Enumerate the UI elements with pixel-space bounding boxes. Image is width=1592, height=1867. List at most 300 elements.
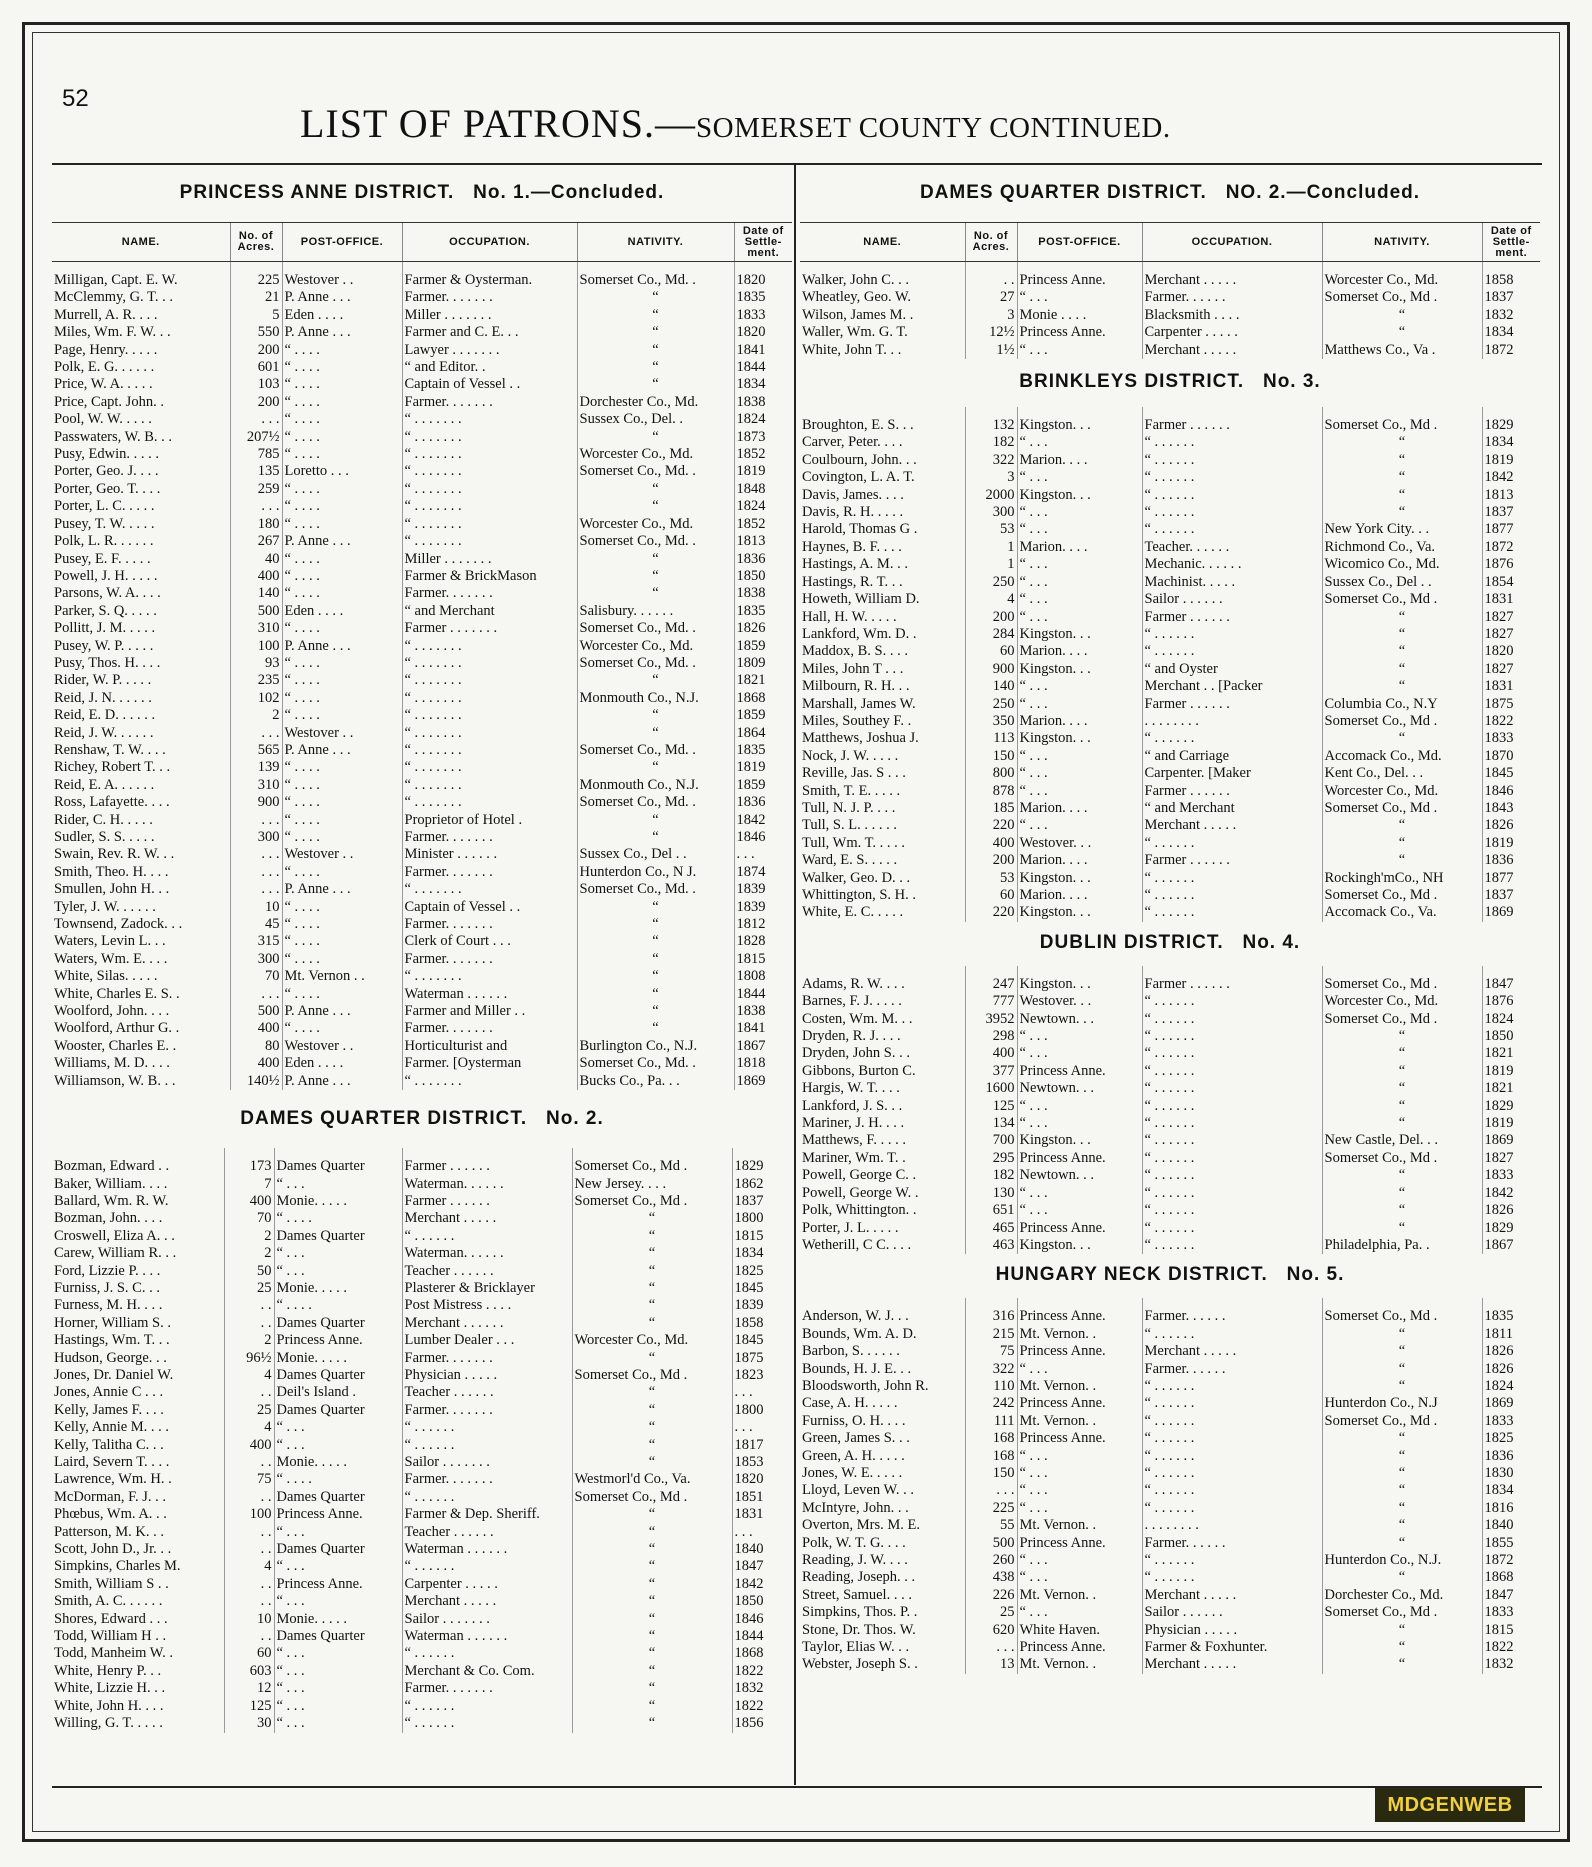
settlement-date: 1847 <box>1482 1587 1540 1604</box>
acres: 651 <box>965 1202 1017 1219</box>
settlement-date: 1815 <box>1482 1622 1540 1639</box>
acres: 70 <box>224 1210 274 1227</box>
settlement-date: . . . <box>732 1384 792 1401</box>
post-office: “ . . . . <box>282 429 402 446</box>
patron-name: Miles, John T . . . <box>802 660 904 677</box>
acres: 800 <box>965 765 1017 782</box>
settlement-date: 1855 <box>1482 1535 1540 1552</box>
acres: 250 <box>965 574 1017 591</box>
patron-name: Smullen, John H. . . <box>54 881 170 898</box>
nativity: Somerset Co., Md . <box>1322 1604 1482 1621</box>
occupation: “ . . . . . . <box>1142 1430 1322 1447</box>
post-office: “ . . . <box>1017 696 1142 713</box>
patron-name: Reid, J. W. . . . . . <box>54 724 154 741</box>
settlement-date: 1834 <box>734 376 792 393</box>
patron-name: Price, W. A. . . . . <box>54 376 153 393</box>
patron-name: Webster, Joseph S. . <box>802 1656 918 1673</box>
district-heading <box>800 371 1540 407</box>
patron-name: Jones, W. E. . . . . <box>802 1464 903 1481</box>
occupation: “ . . . . . . . <box>402 516 577 533</box>
nativity: “ <box>1322 1063 1482 1080</box>
nativity: Worcester Co., Md. <box>577 446 734 463</box>
occupation: “ . . . . . . . <box>402 777 577 794</box>
acres: . . <box>224 1384 274 1401</box>
patron-name: McClemmy, G. T. . . <box>54 289 173 306</box>
table-row <box>52 1541 792 1558</box>
nativity: “ <box>1322 1098 1482 1115</box>
occupation: “ . . . . . . <box>1142 1482 1322 1499</box>
nativity: Richmond Co., Va. <box>1322 539 1482 556</box>
acres: 53 <box>965 870 1017 887</box>
patron-name: Gibbons, Burton C. <box>802 1062 916 1079</box>
post-office: “ . . . <box>1017 1482 1142 1499</box>
acres: 247 <box>965 976 1017 993</box>
table-row <box>52 777 792 794</box>
patron-name: Reid, E. D. . . . . . <box>54 707 156 724</box>
table-row <box>800 783 1540 800</box>
table-row <box>52 1158 792 1175</box>
settlement-date: 1820 <box>734 272 792 289</box>
patron-name: Mariner, Wm. T. . <box>802 1149 906 1166</box>
patron-name: Simpkins, Thos. P. . <box>802 1604 918 1621</box>
table-row <box>52 1663 792 1680</box>
occupation: Merchant . . . . . <box>1142 1656 1322 1673</box>
post-office: “ . . . <box>1017 574 1142 591</box>
occupation: “ . . . . . . <box>1142 1413 1322 1430</box>
nativity: “ <box>572 1541 732 1558</box>
nativity: “ <box>572 1628 732 1645</box>
patron-name: Porter, L. C. . . . . <box>54 498 155 515</box>
post-office: “ . . . . <box>274 1297 402 1314</box>
table-row <box>52 1210 792 1227</box>
table-row <box>800 1517 1540 1534</box>
settlement-date: 1842 <box>734 812 792 829</box>
table-row <box>52 933 792 950</box>
column-header: OCCUPATION. <box>402 223 577 262</box>
table-row <box>52 794 792 811</box>
settlement-date: 1850 <box>734 568 792 585</box>
post-office: Princess Anne. <box>274 1332 402 1349</box>
table-row <box>52 551 792 568</box>
occupation: Captain of Vessel . . <box>402 376 577 393</box>
settlement-date: 1831 <box>732 1506 792 1523</box>
nativity: “ <box>572 1297 732 1314</box>
post-office: Mt. Vernon. . <box>1017 1413 1142 1430</box>
acres: 21 <box>230 289 282 306</box>
nativity: “ <box>1322 817 1482 834</box>
settlement-date: 1826 <box>734 620 792 637</box>
settlement-date: 1827 <box>1482 626 1540 643</box>
patron-name: Pusey, W. P. . . . . <box>54 637 154 654</box>
patron-name: Phœbus, Wm. A. . . <box>54 1506 167 1523</box>
occupation: Farmer & BrickMason <box>402 568 577 585</box>
column-header: NAME. <box>800 223 965 262</box>
occupation: “ . . . . . . <box>1142 469 1322 486</box>
post-office: Dames Quarter <box>274 1367 402 1384</box>
acres: 4 <box>224 1367 274 1384</box>
patron-name: Murrell, A. R. . . . <box>54 306 158 323</box>
table-row <box>52 585 792 602</box>
acres: 777 <box>965 993 1017 1010</box>
patron-name: White, John T. . . <box>802 341 902 358</box>
occupation: Farmer . . . . . . <box>402 1158 572 1175</box>
acres: 700 <box>965 1132 1017 1149</box>
table-row <box>800 643 1540 660</box>
post-office: “ . . . . <box>282 446 402 463</box>
settlement-date: 1858 <box>732 1315 792 1332</box>
patron-name: Todd, Manheim W. . <box>54 1645 174 1662</box>
post-office: “ . . . . <box>282 359 402 376</box>
settlement-date: 1869 <box>1482 1395 1540 1412</box>
nativity: “ <box>1322 1430 1482 1447</box>
table-row <box>52 342 792 359</box>
settlement-date: 1832 <box>1482 307 1540 324</box>
occupation: “ . . . . . . <box>1142 1395 1322 1412</box>
nativity: “ <box>577 986 734 1003</box>
settlement-date: 1827 <box>1482 661 1540 678</box>
acres: . . . <box>965 1639 1017 1656</box>
settlement-date: 1815 <box>734 951 792 968</box>
settlement-date: 1819 <box>1482 452 1540 469</box>
table-row <box>52 690 792 707</box>
post-office: Mt. Vernon. . <box>1017 1587 1142 1604</box>
settlement-date: 1833 <box>1482 1167 1540 1184</box>
acres: 150 <box>965 1465 1017 1482</box>
acres: 1½ <box>965 342 1017 359</box>
occupation: “ . . . . . . <box>1142 1063 1322 1080</box>
nativity: Monmouth Co., N.J. <box>577 777 734 794</box>
acres: 400 <box>224 1193 274 1210</box>
settlement-date: 1826 <box>1482 817 1540 834</box>
occupation: Farmer. . . . . . . <box>402 289 577 306</box>
post-office: Marion. . . . <box>1017 887 1142 904</box>
table-row <box>800 1500 1540 1517</box>
acres: . . <box>224 1315 274 1332</box>
patron-name: Broughton, E. S. . . <box>802 417 914 434</box>
spacer-row <box>800 966 1540 976</box>
occupation: Teacher . . . . . . <box>402 1384 572 1401</box>
post-office: “ . . . <box>1017 591 1142 608</box>
patron-name: Costen, Wm. M. . . <box>802 1010 913 1027</box>
patron-name: Covington, L. A. T. <box>802 469 915 486</box>
table-row <box>52 846 792 863</box>
occupation: Blacksmith . . . . <box>1142 307 1322 324</box>
acres: . . <box>224 1524 274 1541</box>
post-office: Monie. . . . . <box>274 1280 402 1297</box>
settlement-date: 1850 <box>1482 1028 1540 1045</box>
table-row <box>800 1413 1540 1430</box>
acres: 300 <box>965 504 1017 521</box>
table-row <box>52 1471 792 1488</box>
acres: 25 <box>224 1402 274 1419</box>
post-office: Princess Anne. <box>1017 1220 1142 1237</box>
table-row <box>800 307 1540 324</box>
nativity: Accomack Co., Md. <box>1322 748 1482 765</box>
patron-name: Hall, H. W. . . . . <box>802 608 897 625</box>
acres: . . . <box>230 498 282 515</box>
patron-name: Pusy, Edwin. . . . . <box>54 446 159 463</box>
table-row <box>52 1297 792 1314</box>
nativity: “ <box>577 376 734 393</box>
table-row <box>800 976 1540 993</box>
settlement-date: 1869 <box>1482 1132 1540 1149</box>
post-office: “ . . . . <box>282 777 402 794</box>
acres: 102 <box>230 690 282 707</box>
patron-name: Stone, Dr. Thos. W. <box>802 1621 916 1638</box>
table-row <box>800 1361 1540 1378</box>
occupation: Miller . . . . . . . <box>402 307 577 324</box>
occupation: Farmer. . . . . . <box>1142 1308 1322 1325</box>
table-row <box>800 574 1540 591</box>
occupation: “ . . . . . . . <box>402 481 577 498</box>
table-row <box>800 904 1540 921</box>
occupation: Farmer . . . . . . <box>402 1193 572 1210</box>
patron-name: Pool, W. W. . . . . <box>54 411 152 428</box>
table-row <box>800 1028 1540 1045</box>
nativity: “ <box>572 1280 732 1297</box>
nativity: “ <box>1322 643 1482 660</box>
nativity: Somerset Co., Md. . <box>577 881 734 898</box>
district-name: DAMES QUARTER DISTRICT. <box>919 182 1207 203</box>
patron-name: Smith, Theo. H. . . . <box>54 863 169 880</box>
occupation: Farmer. . . . . . . <box>402 585 577 602</box>
post-office: “ . . . . <box>282 376 402 393</box>
post-office: Kingston. . . <box>1017 487 1142 504</box>
settlement-date: 1837 <box>732 1193 792 1210</box>
table-row <box>52 812 792 829</box>
nativity: Somerset Co., Md . <box>572 1489 732 1506</box>
occupation: “ . . . . . . <box>402 1228 572 1245</box>
nativity: “ <box>572 1419 732 1436</box>
post-office: Dames Quarter <box>274 1158 402 1175</box>
nativity: Somerset Co., Md . <box>572 1158 732 1175</box>
table-row <box>52 1193 792 1210</box>
patron-name: Taylor, Elias W. . . <box>802 1639 910 1656</box>
nativity: “ <box>1322 434 1482 451</box>
acres: 225 <box>230 272 282 289</box>
patron-name: Parker, S. Q. . . . . <box>54 602 157 619</box>
post-office: Dames Quarter <box>274 1541 402 1558</box>
nativity: “ <box>572 1384 732 1401</box>
occupation: “ . . . . . . <box>1142 1132 1322 1149</box>
patron-name: Shores, Edward . . . <box>54 1610 168 1627</box>
table-row <box>52 324 792 341</box>
table-row <box>800 289 1540 306</box>
nativity: Worcester Co., Md. <box>577 638 734 655</box>
acres: 10 <box>230 899 282 916</box>
table-row <box>800 730 1540 747</box>
spacer-row <box>800 1298 1540 1308</box>
nativity: “ <box>572 1315 732 1332</box>
nativity: Bucks Co., Pa. . . <box>577 1073 734 1090</box>
table-row <box>800 1395 1540 1412</box>
acres: 70 <box>230 968 282 985</box>
nativity: “ <box>577 342 734 359</box>
occupation: Merchant . . . . . <box>1142 817 1322 834</box>
post-office: “ . . . <box>1017 289 1142 306</box>
table-row <box>52 707 792 724</box>
table-row <box>52 1384 792 1401</box>
patron-name: Parsons, W. A. . . . <box>54 585 161 602</box>
settlement-date: 1843 <box>1482 800 1540 817</box>
occupation: “ . . . . . . <box>1142 835 1322 852</box>
settlement-date: 1827 <box>1482 1150 1540 1167</box>
patron-name: Powell, George W. . <box>802 1184 919 1201</box>
post-office: Westover. . . <box>1017 993 1142 1010</box>
acres: 200 <box>965 852 1017 869</box>
patron-name: Davis, James. . . . <box>802 486 904 503</box>
table-row <box>800 1587 1540 1604</box>
title-rule <box>52 163 1542 165</box>
patron-name: Page, Henry. . . . . <box>54 341 158 358</box>
table-row <box>52 359 792 376</box>
district-name: PRINCESS ANNE DISTRICT. <box>179 182 455 203</box>
post-office: Princess Anne. <box>1017 272 1142 289</box>
patron-name: Williamson, W. B. . . <box>54 1072 176 1089</box>
settlement-date: 1837 <box>1482 504 1540 521</box>
nativity: Somerset Co., Md . <box>1322 800 1482 817</box>
acres: 180 <box>230 516 282 533</box>
post-office: “ . . . <box>1017 1098 1142 1115</box>
acres: 150 <box>965 748 1017 765</box>
patron-name: Reading, J. W. . . . <box>802 1552 908 1568</box>
settlement-date: 1850 <box>732 1593 792 1610</box>
post-office: P. Anne . . . <box>282 742 402 759</box>
patron-name: Baker, William. . . . <box>54 1175 168 1192</box>
table-row <box>52 272 792 289</box>
post-office: Monie. . . . . <box>274 1350 402 1367</box>
occupation: “ and Merchant <box>1142 800 1322 817</box>
acres: 12 <box>224 1680 274 1697</box>
settlement-date: 1844 <box>732 1628 792 1645</box>
nativity: “ <box>577 359 734 376</box>
table-row <box>52 603 792 620</box>
settlement-date: 1868 <box>734 690 792 707</box>
acres: 3 <box>965 307 1017 324</box>
post-office: “ . . . <box>1017 817 1142 834</box>
occupation: Farmer. . . . . . <box>1142 1361 1322 1378</box>
acres: . . <box>224 1541 274 1558</box>
acres: 27 <box>965 289 1017 306</box>
settlement-date: 1825 <box>1482 1430 1540 1447</box>
post-office: “ . . . <box>1017 1115 1142 1132</box>
acres: 500 <box>230 603 282 620</box>
nativity: “ <box>577 968 734 985</box>
post-office: “ . . . <box>1017 1185 1142 1202</box>
occupation: “ . . . . . . . <box>402 725 577 742</box>
acres: 300 <box>230 951 282 968</box>
occupation: “ and Carriage <box>1142 748 1322 765</box>
table-row <box>52 1280 792 1297</box>
nativity: Monmouth Co., N.J. <box>577 690 734 707</box>
occupation: “ . . . . . . <box>1142 1098 1322 1115</box>
acres: 259 <box>230 481 282 498</box>
patron-table <box>800 966 1540 1255</box>
occupation: “ . . . . . . <box>1142 1150 1322 1167</box>
nativity: “ <box>577 899 734 916</box>
occupation: “ . . . . . . <box>1142 1185 1322 1202</box>
occupation: . . . . . . . . <box>1142 713 1322 730</box>
occupation: “ . . . . . . . <box>402 411 577 428</box>
nativity: Dorchester Co., Md. <box>1322 1587 1482 1604</box>
acres: 75 <box>965 1343 1017 1360</box>
patron-name: Jones, Dr. Daniel W. <box>54 1366 174 1383</box>
column-header: Date of Settle-ment. <box>734 223 792 262</box>
nativity: “ <box>572 1402 732 1419</box>
district-name: DAMES QUARTER DISTRICT. <box>240 1108 528 1130</box>
acres: 2 <box>230 707 282 724</box>
occupation: “ . . . . . . <box>1142 1569 1322 1586</box>
nativity: Burlington Co., N.J. <box>577 1038 734 1055</box>
nativity: “ <box>572 1663 732 1680</box>
post-office: Dames Quarter <box>274 1489 402 1506</box>
settlement-date: 1823 <box>732 1367 792 1384</box>
acres: 878 <box>965 783 1017 800</box>
nativity: Hunterdon Co., N J. <box>577 864 734 881</box>
post-office: Kingston. . . <box>1017 626 1142 643</box>
acres: 168 <box>965 1430 1017 1447</box>
table-row <box>800 1552 1540 1569</box>
table-row <box>52 498 792 515</box>
nativity: “ <box>1322 1378 1482 1395</box>
patron-name: Bozman, Edward . . <box>54 1158 170 1175</box>
occupation: “ . . . . . . <box>402 1698 572 1715</box>
patron-name: Street, Samuel. . . . <box>802 1586 912 1603</box>
settlement-date: 1834 <box>732 1245 792 1262</box>
nativity: “ <box>577 1020 734 1037</box>
nativity: “ <box>577 916 734 933</box>
settlement-date: 1829 <box>1482 417 1540 434</box>
post-office: Marion. . . . <box>1017 713 1142 730</box>
table-row <box>800 469 1540 486</box>
post-office: “ . . . <box>1017 1569 1142 1586</box>
acres: . . <box>224 1454 274 1471</box>
patron-name: Passwaters, W. B. . . <box>54 428 173 445</box>
acres: 565 <box>230 742 282 759</box>
table-row <box>800 1167 1540 1184</box>
table-row <box>800 713 1540 730</box>
post-office: P. Anne . . . <box>282 638 402 655</box>
table-row <box>800 1326 1540 1343</box>
table-row <box>800 1011 1540 1028</box>
table-row <box>52 1506 792 1523</box>
patron-name: Kelly, Annie M. . . . <box>54 1419 170 1436</box>
settlement-date: 1821 <box>734 672 792 689</box>
post-office: Westover. . . <box>1017 835 1142 852</box>
post-office: “ . . . <box>274 1593 402 1610</box>
occupation: “ . . . . . . <box>1142 643 1322 660</box>
patron-name: Miles, Southey F. . <box>802 712 912 729</box>
occupation: Machinist. . . . . <box>1142 574 1322 591</box>
post-office: Princess Anne. <box>1017 1308 1142 1325</box>
table-row <box>52 899 792 916</box>
acres: 96½ <box>224 1350 274 1367</box>
post-office: “ . . . <box>1017 783 1142 800</box>
nativity: “ <box>1322 661 1482 678</box>
settlement-date: 1821 <box>1482 1080 1540 1097</box>
post-office: Kingston. . . <box>1017 976 1142 993</box>
settlement-date: 1877 <box>1482 521 1540 538</box>
patron-name: Polk, L. R. . . . . . <box>54 533 154 550</box>
table-row <box>52 568 792 585</box>
spacer-row <box>52 1148 792 1158</box>
patron-name: White, E. C. . . . . <box>802 904 904 921</box>
column-header: POST-OFFICE. <box>1017 223 1142 262</box>
nativity: “ <box>1322 469 1482 486</box>
patron-name: Coulbourn, John. . . <box>802 451 917 468</box>
table-row <box>52 638 792 655</box>
acres: 173 <box>224 1158 274 1175</box>
